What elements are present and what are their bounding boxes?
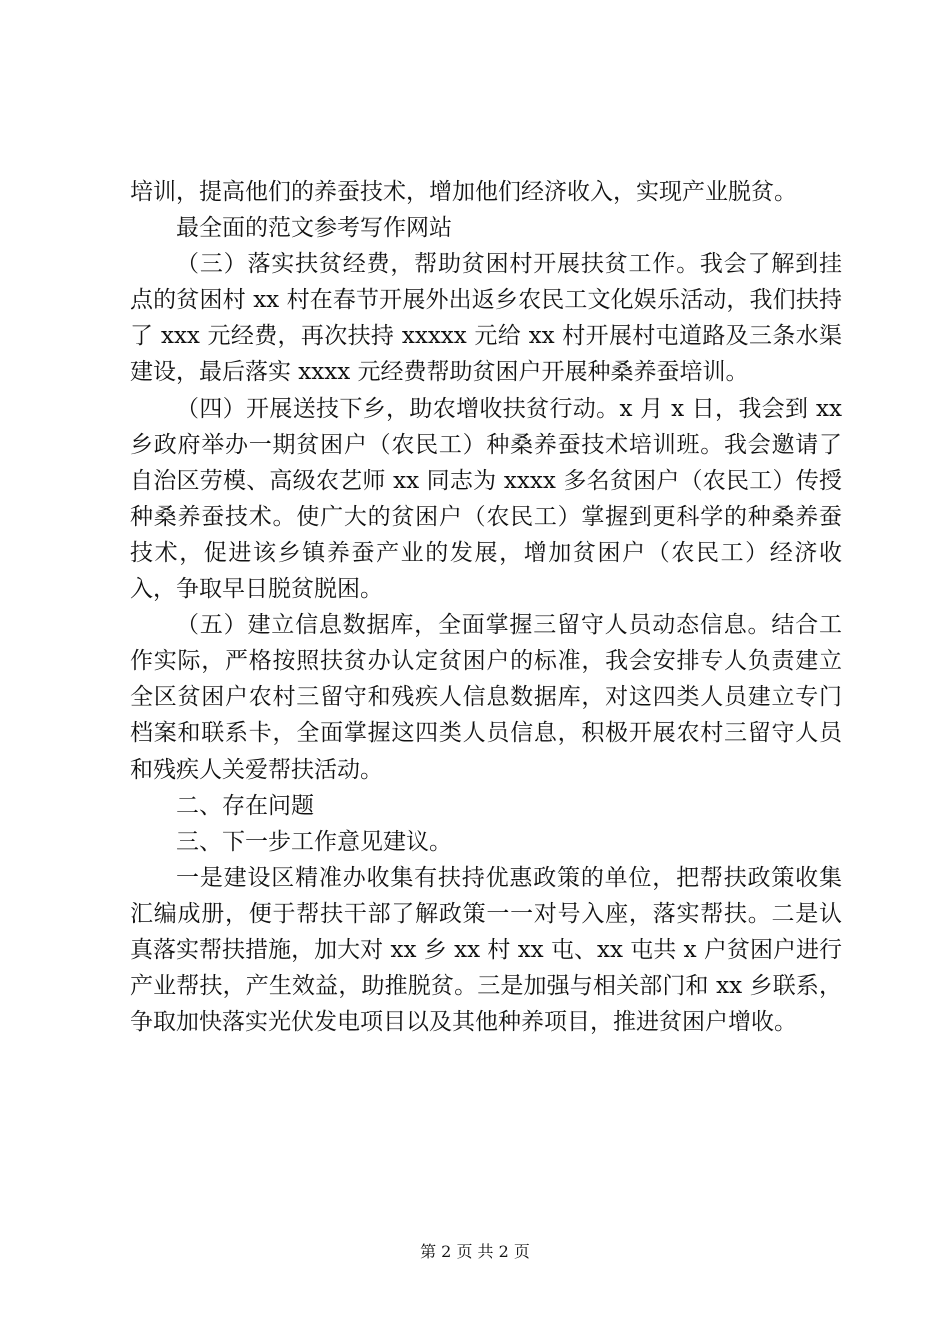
page-number-footer: 第 2 页 共 2 页 xyxy=(420,1242,530,1261)
paragraph-recommendations: 一是建设区精准办收集有扶持优惠政策的单位，把帮扶政策收集汇编成册，便于帮扶干部了解政策一一对号入座，落实帮扶。二是认真落实帮扶措施，加大对 xx 乡 xx 村 xx 屯、xx 屯共 x 户贫困户进行产业帮扶，产生效益，助推脱贫。三是加强与相关部门和 xx 乡联系，争取加快落实光伏发电项目以及其他种养项目，推进贫困户增收。 xyxy=(130,864,842,1036)
paragraph-section-four: （四）开展送技下乡，助农增收扶贫行动。x 月 x 日，我会到 xx 乡政府举办一期贫困户（农民工）种桑养蚕技术培训班。我会邀请了自治区劳模、高级农艺师 xx 同志为 xxxx 多名贫困户（农民工）传授种桑养蚕技术。使广大的贫困户（农民工）掌握到更科学的种桑养蚕技术，促进该乡镇养蚕产业的发展，增加贫困户（农民工）经济收入，争取早日脱贫脱困。 xyxy=(130,395,842,603)
document-body xyxy=(130,174,842,1040)
heading-existing-problems: 二、存在问题 xyxy=(176,792,314,819)
paragraph-continuation: 培训，提高他们的养蚕技术，增加他们经济收入，实现产业脱贫。 xyxy=(130,179,797,205)
paragraph-website-note: 最全面的范文参考写作网站 xyxy=(176,215,452,242)
paragraph-section-three: （三）落实扶贫经费，帮助贫困村开展扶贫工作。我会了解到挂点的贫困村 xx 村在春节开展外出返乡农民工文化娱乐活动，我们扶持了 xxx 元经费，再次扶持 xxxxx 元给 xx 村开展村屯道路及三条水渠建设，最后落实 xxxx 元经费帮助贫困户开展种桑养蚕培训。 xyxy=(130,251,842,386)
paragraph-section-five: （五）建立信息数据库，全面掌握三留守人员动态信息。结合工作实际，严格按照扶贫办认定贫困户的标准，我会安排专人负责建立全区贫困户农村三留守和残疾人信息数据库，对这四类人员建立专门档案和联系卡，全面掌握这四类人员信息，积极开展农村三留守人员和残疾人关爱帮扶活动。 xyxy=(130,612,842,783)
heading-next-steps: 三、下一步工作意见建议。 xyxy=(176,828,452,855)
